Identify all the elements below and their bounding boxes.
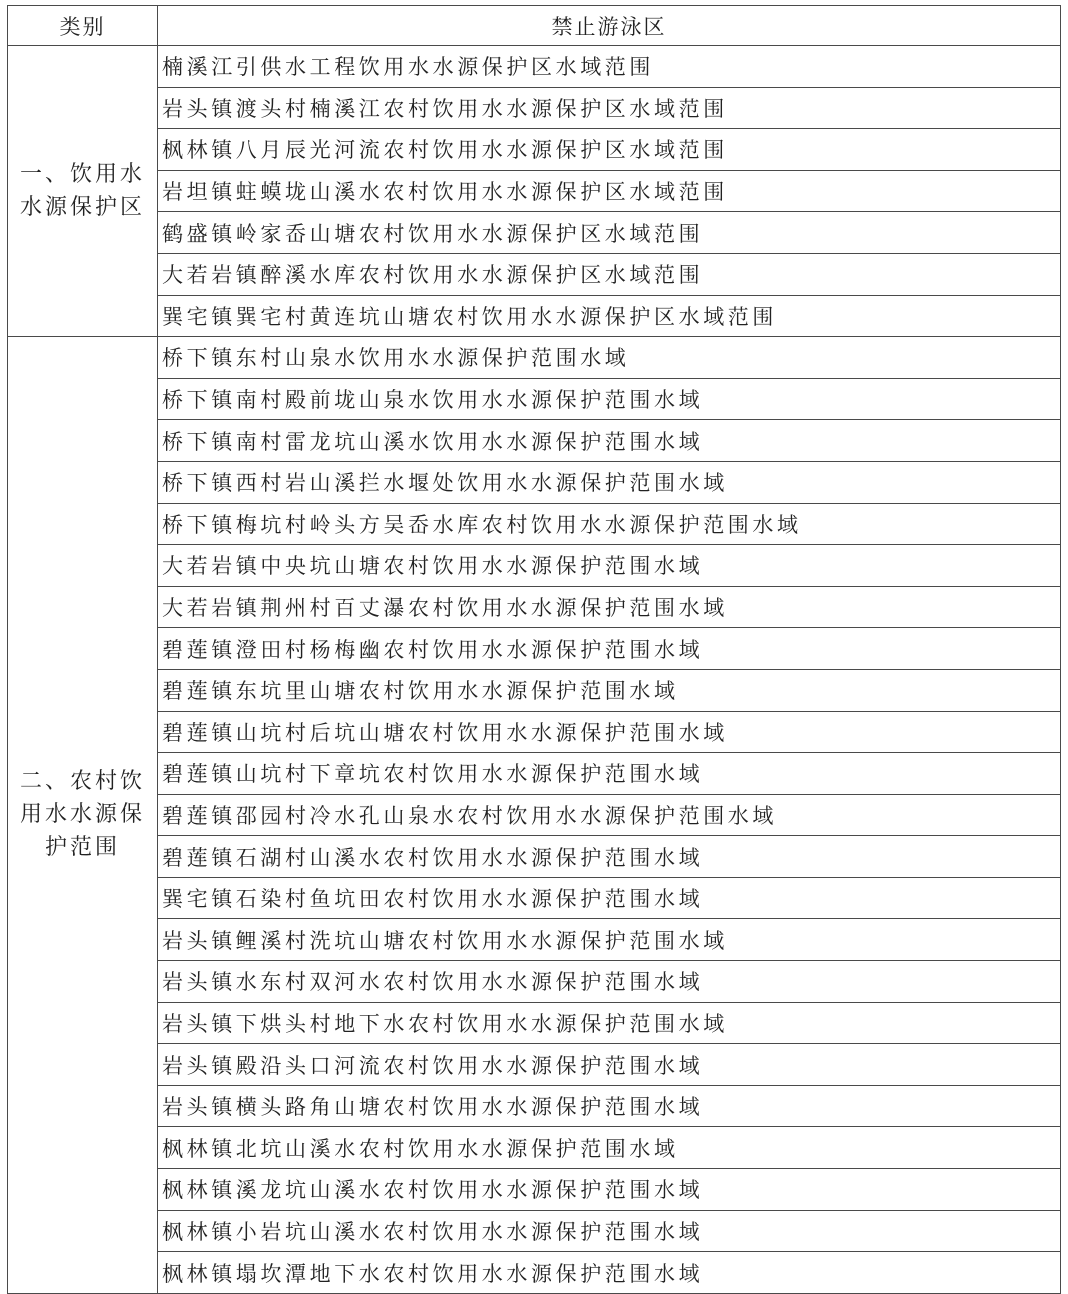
zone-cell: 碧莲镇东坑里山塘农村饮用水水源保护范围水域	[158, 669, 1061, 711]
table-row	[8, 170, 1061, 212]
zone-cell: 桥下镇东村山泉水饮用水水源保护范围水域	[158, 337, 1061, 379]
zone-cell: 岩头镇下烘头村地下水农村饮用水水源保护范围水域	[158, 1002, 1061, 1044]
zone-cell: 碧莲镇邵园村冷水孔山泉水农村饮用水水源保护范围水域	[158, 794, 1061, 836]
zone-cell: 桥下镇南村雷龙坑山溪水饮用水水源保护范围水域	[158, 420, 1061, 462]
table-row	[8, 545, 1061, 587]
zone-cell: 岩头镇渡头村楠溪江农村饮用水水源保护区水域范围	[158, 87, 1061, 129]
table-row	[8, 420, 1061, 462]
table-row	[8, 212, 1061, 254]
zone-cell: 碧莲镇石湖村山溪水农村饮用水水源保护范围水域	[158, 836, 1061, 878]
table-row	[8, 503, 1061, 545]
table-row	[8, 919, 1061, 961]
zone-cell: 碧莲镇山坑村下章坑农村饮用水水源保护范围水域	[158, 753, 1061, 795]
zone-cell: 桥下镇南村殿前垅山泉水饮用水水源保护范围水域	[158, 378, 1061, 420]
table-row	[8, 586, 1061, 628]
zone-cell: 枫林镇小岩坑山溪水农村饮用水水源保护范围水域	[158, 1210, 1061, 1252]
table-row	[8, 669, 1061, 711]
swimming-ban-table	[7, 5, 1061, 1294]
table-header-row	[8, 6, 1061, 46]
header-category: 类别	[8, 6, 158, 46]
table-row	[8, 711, 1061, 753]
zone-cell: 岩头镇水东村双河水农村饮用水水源保护范围水域	[158, 961, 1061, 1003]
table-row	[8, 1169, 1061, 1211]
header-zones: 禁止游泳区	[158, 6, 1061, 46]
table-row	[8, 877, 1061, 919]
zone-cell: 大若岩镇醉溪水库农村饮用水水源保护区水域范围	[158, 253, 1061, 295]
table-row	[8, 337, 1061, 379]
table-row	[8, 1127, 1061, 1169]
zone-cell: 碧莲镇澄田村杨梅幽农村饮用水水源保护范围水域	[158, 628, 1061, 670]
zone-cell: 桥下镇西村岩山溪拦水堰处饮用水水源保护范围水域	[158, 461, 1061, 503]
zone-cell: 岩坦镇蛀蟆垅山溪水农村饮用水水源保护区水域范围	[158, 170, 1061, 212]
zone-cell: 枫林镇塌坎潭地下水农村饮用水水源保护范围水域	[158, 1252, 1061, 1294]
zone-cell: 枫林镇八月辰光河流农村饮用水水源保护区水域范围	[158, 129, 1061, 171]
zone-cell: 鹤盛镇岭家岙山塘农村饮用水水源保护区水域范围	[158, 212, 1061, 254]
zone-cell: 桥下镇梅坑村岭头方吴岙水库农村饮用水水源保护范围水域	[158, 503, 1061, 545]
zone-cell: 大若岩镇中央坑山塘农村饮用水水源保护范围水域	[158, 545, 1061, 587]
table-row	[8, 794, 1061, 836]
zone-cell: 巽宅镇巽宅村黄连坑山塘农村饮用水水源保护区水域范围	[158, 295, 1061, 337]
table-row	[8, 836, 1061, 878]
table-row	[8, 628, 1061, 670]
table-row	[8, 1002, 1061, 1044]
zone-cell: 岩头镇鲤溪村洗坑山塘农村饮用水水源保护范围水域	[158, 919, 1061, 961]
table-row	[8, 46, 1061, 88]
table-row	[8, 378, 1061, 420]
table-row	[8, 1252, 1061, 1294]
zone-cell: 岩头镇殿沿头口河流农村饮用水水源保护范围水域	[158, 1044, 1061, 1086]
table-row	[8, 253, 1061, 295]
category-cell: 二、农村饮用水水源保护范围	[8, 337, 158, 1294]
zone-cell: 巽宅镇石染村鱼坑田农村饮用水水源保护范围水域	[158, 877, 1061, 919]
table-row	[8, 129, 1061, 171]
category-cell: 一、饮用水水源保护区	[8, 46, 158, 337]
table-row	[8, 1044, 1061, 1086]
zone-cell: 枫林镇溪龙坑山溪水农村饮用水水源保护范围水域	[158, 1169, 1061, 1211]
table-row	[8, 1085, 1061, 1127]
table-body	[8, 46, 1061, 1294]
table-row	[8, 753, 1061, 795]
zone-cell: 楠溪江引供水工程饮用水水源保护区水域范围	[158, 46, 1061, 88]
zone-cell: 碧莲镇山坑村后坑山塘农村饮用水水源保护范围水域	[158, 711, 1061, 753]
zone-cell: 大若岩镇荆州村百丈瀑农村饮用水水源保护范围水域	[158, 586, 1061, 628]
table-row	[8, 87, 1061, 129]
table-row	[8, 961, 1061, 1003]
zone-cell: 岩头镇横头路角山塘农村饮用水水源保护范围水域	[158, 1085, 1061, 1127]
table-row	[8, 295, 1061, 337]
table-row	[8, 1210, 1061, 1252]
zone-cell: 枫林镇北坑山溪水农村饮用水水源保护范围水域	[158, 1127, 1061, 1169]
table-row	[8, 461, 1061, 503]
